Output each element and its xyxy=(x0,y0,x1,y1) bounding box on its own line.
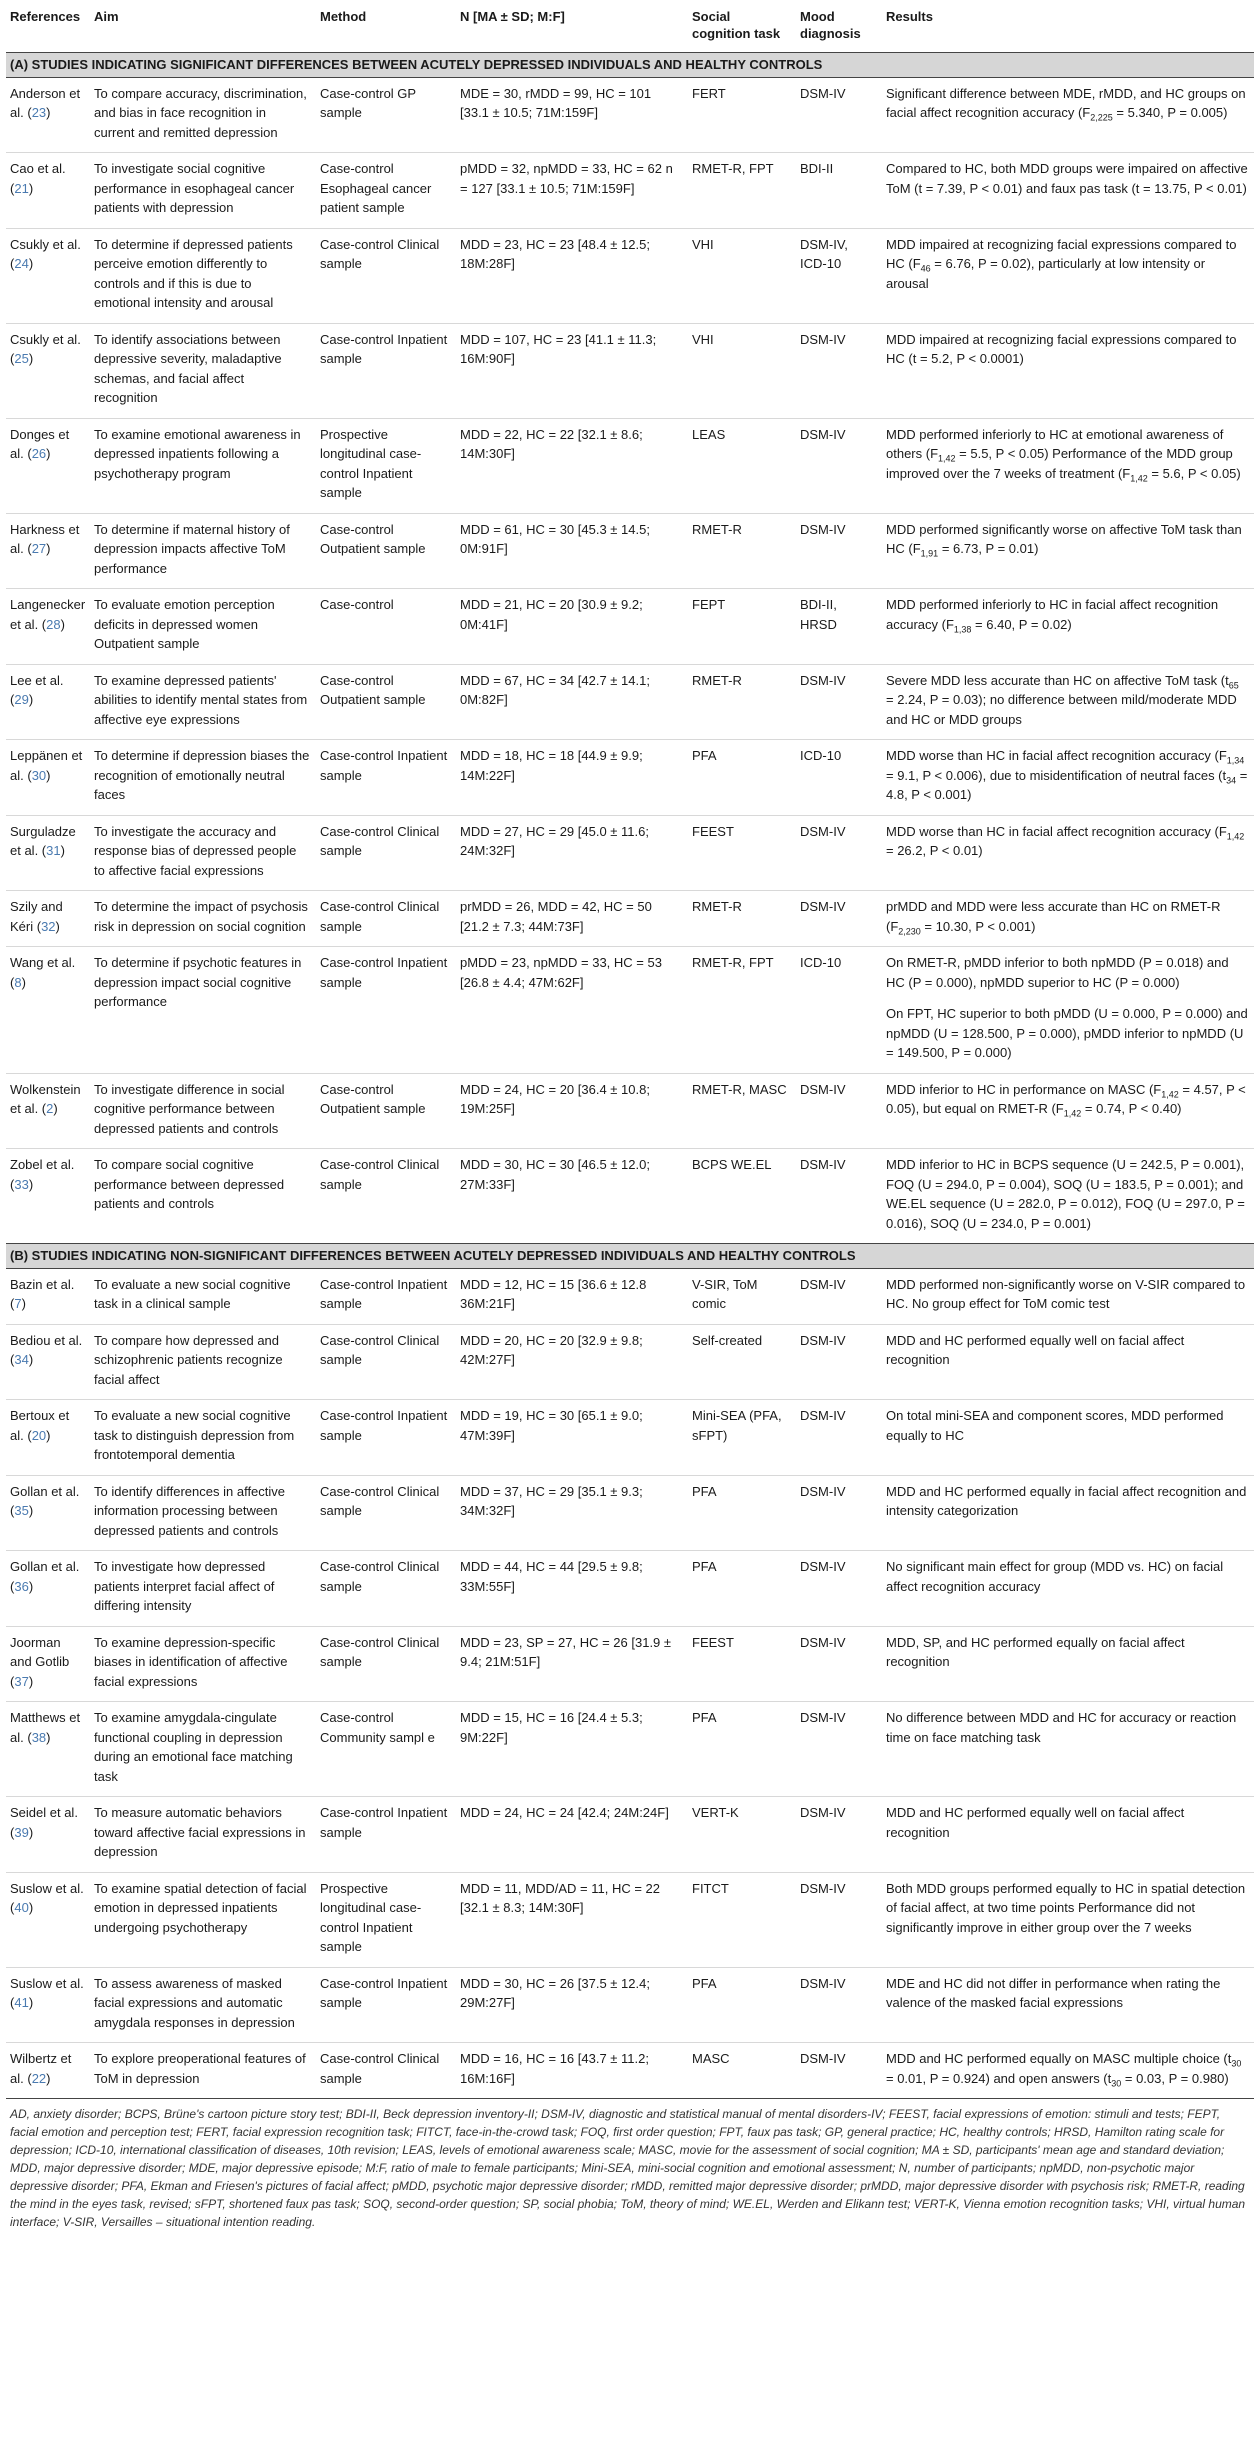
aim-cell: To examine spatial detection of facial emotion in depressed inpatients undergoing psychotherapy xyxy=(90,1872,316,1967)
reference-author: Harkness et al. xyxy=(10,521,80,556)
sample-size-cell: MDE = 30, rMDD = 99, HC = 101 [33.1 ± 10.5; 71M:159F] xyxy=(456,77,688,153)
reference-author: Wang et al. xyxy=(10,955,76,970)
reference-author: Bediou et al. xyxy=(10,1332,83,1348)
reference-cell: Bertoux et al. (20) xyxy=(6,1400,90,1476)
reference-author: Szily and Kéri xyxy=(10,899,63,934)
table-row xyxy=(6,228,1254,323)
col-header-references: References xyxy=(6,2,90,53)
reference-cell: Csukly et al. (24) xyxy=(6,228,90,323)
results-cell xyxy=(882,740,1254,816)
reference-link[interactable]: 26 xyxy=(31,446,47,461)
results-text: MDD performed inferiorly to HC at emotional awareness of others ($F_{1,42} = 5.5$, P < 0.05) Performance of the MDD group improved over the 7 weeks of treatment ($F_{1,42} = 5.6$, P < 0.05) xyxy=(886,426,1241,484)
results-text: MDD and HC performed equally in facial affect recognition and intensity categorization xyxy=(886,1483,1247,1518)
results-cell xyxy=(882,589,1254,665)
sample-size-cell: MDD = 30, HC = 26 [37.5 ± 12.4; 29M:27F] xyxy=(456,1967,688,2043)
results-cell xyxy=(882,2043,1254,2099)
reference-link[interactable]: 23 xyxy=(31,105,47,120)
sample-size-cell: MDD = 18, HC = 18 [44.9 ± 9.9; 14M:22F] xyxy=(456,740,688,816)
sample-size-cell: MDD = 27, HC = 29 [45.0 ± 11.6; 24M:32F] xyxy=(456,815,688,891)
sample-size-cell: MDD = 24, HC = 20 [36.4 ± 10.8; 19M:25F] xyxy=(456,1073,688,1149)
sample-size-cell: MDD = 15, HC = 16 [24.4 ± 5.3; 9M:22F] xyxy=(456,1702,688,1797)
reference-link[interactable]: 40 xyxy=(14,1900,29,1915)
task-cell: FEEST xyxy=(688,1626,796,1702)
section-a-header-title: (A) STUDIES INDICATING SIGNIFICANT DIFFERENCES BETWEEN ACUTELY DEPRESSED INDIVIDUALS AND HEALTHY CONTROLS xyxy=(6,53,1254,78)
table-row xyxy=(6,1268,1254,1324)
diagnosis-cell: DSM-IV xyxy=(796,1073,882,1149)
reference-cell: Donges et al. (26) xyxy=(6,418,90,513)
reference-author: Surguladze et al. xyxy=(10,823,76,858)
method-cell: Case-control Clinical sample xyxy=(316,1324,456,1400)
col-header-method: Method xyxy=(316,2,456,53)
results-text: MDD impaired at recognizing facial expressions compared to HC ($F_{46} = 6.76$, P = 0.02), particularly at low intensity or arousal xyxy=(886,236,1237,291)
task-cell: LEAS xyxy=(688,418,796,513)
reference-author: Leppänen et al. xyxy=(10,748,83,783)
diagnosis-cell: DSM-IV xyxy=(796,513,882,589)
method-cell: Case-control Outpatient sample xyxy=(316,513,456,589)
section-a-header xyxy=(6,53,1254,78)
reference-link[interactable]: 41 xyxy=(14,1995,29,2010)
col-header-aim: Aim xyxy=(90,2,316,53)
reference-cell: Surguladze et al. (31) xyxy=(6,815,90,891)
aim-cell: To evaluate a new social cognitive task in a clinical sample xyxy=(90,1268,316,1324)
reference-link[interactable]: 8 xyxy=(14,974,22,990)
method-cell: Case-control Clinical sample xyxy=(320,1157,440,1192)
results-cell xyxy=(882,1702,1254,1797)
aim-cell: To examine depressed patients' abilities to identify mental states from affective eye expressions xyxy=(90,664,316,740)
method-cell: Prospective longitudinal case-control Inpatient sample xyxy=(316,418,456,513)
method-cell: Case-control Clinical sample xyxy=(316,228,456,323)
table-row xyxy=(6,589,1254,665)
results-cell xyxy=(882,323,1254,418)
header-row xyxy=(6,2,1254,53)
reference-link[interactable]: 34 xyxy=(14,1352,29,1367)
table-row xyxy=(6,891,1254,947)
reference-link[interactable]: 38 xyxy=(31,1729,47,1745)
method-cell: Case-control Clinical sample xyxy=(316,815,456,891)
reference-author: Seidel et al. xyxy=(10,1805,78,1820)
reference-author: Cao et al. xyxy=(10,161,66,176)
reference-author: Bertoux et al. xyxy=(10,1408,70,1443)
method-cell: Case-control xyxy=(316,589,456,665)
task-cell: VHI xyxy=(688,228,796,323)
task-cell: Self-created xyxy=(688,1324,796,1400)
diagnosis-cell: BDI-II, HRSD xyxy=(796,589,882,665)
section-b-header xyxy=(6,1244,1254,1269)
diagnosis-cell: DSM-IV xyxy=(796,1702,882,1797)
reference-author: Wolkenstein et al. xyxy=(10,1081,81,1116)
reference-cell: Suslow et al. (40) xyxy=(6,1872,90,1967)
table-row xyxy=(6,1551,1254,1627)
results-text: Severe MDD less accurate than HC on affective ToM task ($t_{65} = 2.24$, P = 0.03); no difference between mild/moderate MDD and HC or MDD groups xyxy=(886,672,1239,727)
reference-cell: Lee et al. (29) xyxy=(6,664,90,740)
aim-cell: To determine if maternal history of depression impacts affective ToM performance xyxy=(90,513,316,589)
task-cell: VHI xyxy=(688,323,796,418)
method-cell: Case-control Inpatient sample xyxy=(316,740,456,816)
results-cell xyxy=(882,153,1254,229)
results-cell xyxy=(882,891,1254,947)
task-cell: PFA xyxy=(688,1551,796,1627)
reference-author: Suslow et al. xyxy=(10,1975,84,1991)
results-cell xyxy=(882,1475,1254,1551)
diagnosis-cell: DSM-IV xyxy=(796,815,882,891)
results-cell xyxy=(882,1268,1254,1324)
results-cell xyxy=(882,1149,1254,1244)
results-text: MDD performed non-significantly worse on V-SIR compared to HC. No group effect for ToM comic test xyxy=(886,1276,1246,1311)
results-cell xyxy=(882,418,1254,513)
reference-cell: Bediou et al. (34) xyxy=(6,1324,90,1400)
results-cell xyxy=(882,1551,1254,1627)
reference-link[interactable]: 2 xyxy=(46,1101,54,1116)
task-cell: FERT xyxy=(688,77,796,153)
results-cell xyxy=(882,947,1254,1074)
method-cell: Case-control Inpatient sample xyxy=(316,1268,456,1324)
table-row xyxy=(6,323,1254,418)
sample-size-cell: MDD = 21, HC = 20 [30.9 ± 9.2; 0M:41F] xyxy=(456,589,688,665)
reference-link[interactable]: 20 xyxy=(31,1427,47,1443)
section-b-header-title: (B) STUDIES INDICATING NON-SIGNIFICANT DIFFERENCES BETWEEN ACUTELY DEPRESSED INDIVIDUALS AND HEALTHY CONTROLS xyxy=(6,1244,1254,1269)
aim-cell: To measure automatic behaviors toward affective facial expressions in depression xyxy=(90,1797,316,1873)
diagnosis-cell: DSM-IV xyxy=(796,77,882,153)
task-cell: RMET-R, FPT xyxy=(688,947,796,1074)
sample-size-cell: MDD = 30, HC = 30 [46.5 ± 12.0; 27M:33F] xyxy=(460,1157,650,1192)
results-cell xyxy=(882,1626,1254,1702)
task-cell: FEEST xyxy=(688,815,796,891)
reference-cell: Cao et al. (21) xyxy=(6,153,90,229)
aim-cell: To compare how depressed and schizophrenic patients recognize facial affect xyxy=(90,1324,316,1400)
task-cell: PFA xyxy=(688,740,796,816)
table-row xyxy=(6,1475,1254,1551)
results-text: MDD and HC performed equally well on facial affect recognition xyxy=(886,1805,1185,1840)
sample-size-cell: MDD = 23, HC = 23 [48.4 ± 12.5; 18M:28F] xyxy=(456,228,688,323)
results-text: MDD worse than HC in facial affect recognition accuracy ($F_{1,34} = 9.1$, P < 0.006), due to misidentification of neutral faces ($t_{34} = 4.8$, P < 0.001) xyxy=(886,748,1248,802)
aim-cell: To determine the impact of psychosis risk in depression on social cognition xyxy=(90,891,316,947)
task-cell: RMET-R, MASC xyxy=(688,1073,796,1149)
results-text: MDD and HC performed equally on MASC multiple choice ($t_{30} = 0.01$, P = 0.924) and open answers ($t_{30} = 0.03$, P = 0.980) xyxy=(886,2051,1242,2089)
reference-author: Wilbertz et al. xyxy=(10,2051,72,2086)
diagnosis-cell: DSM-IV xyxy=(796,891,882,947)
results-text: prMDD and MDD were less accurate than HC on RMET-R ($F_{2,230} = 10.30$, P < 0.001) xyxy=(886,899,1221,937)
results-cell xyxy=(882,228,1254,323)
table-row xyxy=(6,1324,1254,1400)
reference-cell: Leppänen et al. (30) xyxy=(6,740,90,816)
task-cell: BCPS WE.EL xyxy=(692,1157,772,1172)
sample-size-cell: pMDD = 23, npMDD = 33, HC = 53 [26.8 ± 4.4; 47M:62F] xyxy=(456,947,688,1074)
table-row xyxy=(6,77,1254,153)
method-cell: Case-control Inpatient sample xyxy=(316,947,456,1074)
col-header-diagnosis: Mood diagnosis xyxy=(796,2,882,53)
reference-cell: Wilbertz et al. (22) xyxy=(10,2051,72,2086)
sample-size-cell: MDD = 24, HC = 24 [42.4; 24M:24F] xyxy=(456,1797,688,1873)
results-cell xyxy=(882,815,1254,891)
results-text: On RMET-R, pMDD inferior to both npMDD (P = 0.018) and HC (P = 0.000), npMDD superior to HC (P = 0.000) xyxy=(886,955,1229,990)
table-row xyxy=(6,1626,1254,1702)
studies-table xyxy=(6,2,1254,2098)
reference-link[interactable]: 36 xyxy=(14,1578,29,1594)
aim-cell: To compare social cognitive performance between depressed patients and controls xyxy=(94,1157,285,1211)
sample-size-cell: MDD = 44, HC = 44 [29.5 ± 9.8; 33M:55F] xyxy=(456,1551,688,1627)
method-cell: Case-control Inpatient sample xyxy=(316,1967,456,2043)
reference-author: Gollan et al. xyxy=(10,1559,80,1574)
table-row xyxy=(6,1872,1254,1967)
aim-cell: To investigate difference in social cognitive performance between depressed patients and controls xyxy=(90,1073,316,1149)
reference-author: Donges et al. xyxy=(10,426,70,461)
reference-link[interactable]: 25 xyxy=(14,351,29,366)
results-text: On total mini-SEA and component scores, MDD performed equally to HC xyxy=(886,1408,1224,1443)
diagnosis-cell: DSM-IV xyxy=(796,1797,882,1873)
method-cell: Case-control Inpatient sample xyxy=(316,1400,456,1476)
task-cell: VERT-K xyxy=(688,1797,796,1873)
task-cell: MASC xyxy=(692,2051,730,2066)
diagnosis-cell: DSM-IV xyxy=(796,1268,882,1324)
reference-link[interactable]: 33 xyxy=(14,1176,29,1192)
table-row xyxy=(6,1073,1254,1149)
reference-link[interactable]: 37 xyxy=(14,1673,29,1689)
aim-cell: To examine emotional awareness in depressed inpatients following a psychotherapy program xyxy=(90,418,316,513)
aim-cell: To investigate the accuracy and response bias of depressed people to affective facial expressions xyxy=(90,815,316,891)
reference-link[interactable]: 24 xyxy=(14,256,29,271)
sample-size-cell: MDD = 37, HC = 29 [35.1 ± 9.3; 34M:32F] xyxy=(456,1475,688,1551)
reference-author: Joorman and Gotlib xyxy=(10,1634,70,1669)
method-cell: Case-control Clinical sample xyxy=(316,1551,456,1627)
diagnosis-cell: DSM-IV xyxy=(800,1157,846,1172)
reference-link[interactable]: 28 xyxy=(46,616,61,632)
sample-size-cell: MDD = 11, MDD/AD = 11, HC = 22 [32.1 ± 8.3; 14M:30F] xyxy=(456,1872,688,1967)
method-cell: Case-control Outpatient sample xyxy=(316,664,456,740)
results-cell xyxy=(882,1324,1254,1400)
table-row xyxy=(6,947,1254,1074)
table-row xyxy=(6,815,1254,891)
diagnosis-cell: DSM-IV xyxy=(796,1400,882,1476)
task-cell: PFA xyxy=(688,1475,796,1551)
results-text: MDD inferior to HC in BCPS sequence (U = 242.5, P = 0.001), FOQ (U = 294.0, P = 0.004), SOQ (U = 183.5, P = 0.001); and WE.EL sequence (U = 282.0, P = 0.012), FOQ (U = 297.0, P = 0.016), SOQ (U = 234.0, P = 0.001) xyxy=(886,1157,1245,1231)
aim-cell: To compare accuracy, discrimination, and bias in face recognition in current and remitted depression xyxy=(90,77,316,153)
diagnosis-cell: DSM-IV xyxy=(796,323,882,418)
results-text-2: On FPT, HC superior to both pMDD (U = 0.000, P = 0.000) and npMDD (U = 128.500, P = 0.000), pMDD inferior to npMDD (U = 149.500, P = 0.000) xyxy=(886,1006,1248,1060)
table-row xyxy=(6,664,1254,740)
reference-author: Bazin et al. xyxy=(10,1276,75,1292)
results-cell xyxy=(882,1073,1254,1149)
results-text: MDD, SP, and HC performed equally on facial affect recognition xyxy=(886,1634,1185,1669)
results-text: MDD performed inferiorly to HC in facial affect recognition accuracy ($F_{1,38} = 6.40$, P = 0.02) xyxy=(886,597,1219,635)
results-text: Both MDD groups performed equally to HC in spatial detection of facial affect, at two time points Performance did not significantly improve in either group over the 7 weeks xyxy=(886,1880,1246,1935)
sample-size-cell: MDD = 67, HC = 34 [42.7 ± 14.1; 0M:82F] xyxy=(456,664,688,740)
reference-cell: Gollan et al. (35) xyxy=(6,1475,90,1551)
aim-cell: To determine if psychotic features in depression impact social cognitive performance xyxy=(90,947,316,1074)
col-header-n: N [MA ± SD; M:F] xyxy=(456,2,688,53)
method-cell: Case-control Clinical sample xyxy=(316,1475,456,1551)
reference-author: Suslow et al. xyxy=(10,1880,84,1896)
task-cell: Mini-SEA (PFA, sFPT) xyxy=(688,1400,796,1476)
reference-author: Langenecker et al. xyxy=(10,597,86,632)
table-footnote: AD, anxiety disorder; BCPS, Brüne's cartoon picture story test; BDI-II, Beck depression inventory-II; DSM-IV, diagnostic and statistical manual of mental disorders-IV; FEEST, facial expressions of emotion: stimuli and tests; FEPT, facial emotion and perception test; FERT, facial expression recognition task; FITCT, face-in-the-crowd task; FOQ, first order question; FPT, faux pas task; GP, general practice; HC, healthy controls; HRSD, Hamilton rating scale for depression; ICD-10, international classification of diseases, 10th revision; LEAS, levels of emotional awareness scale; MASC, movie for the assessment of social cognition; MA ± SD, participants' mean age and standard deviation; MDD, major depressive disorder; MDE, major depressive episode; M:F, ratio of male to female participants; Mini-SEA, mini-social cognition and emotional assessment; N, number of participants; npMDD, non-psychotic major depressive disorder; PFA, Ekman and Friesen's pictures of facial affect; pMDD, psychotic major depressive disorder; rMDD, remitted major depressive disorder; prMDD, major depressive disorder with psychosis risk; RMET-R, reading the mind in the eyes task, revised; sFPT, shortened faux pas task; SOQ, second-order question; SP, social phobia; ToM, theory of mind; WE.EL, Werden and Elikann test; VERT-K, Vienna emotion recognition tasks; VHI, virtual human interface; V-SIR, Versailles – situational intention reading. xyxy=(6,2098,1254,2231)
reference-cell: Gollan et al. (36) xyxy=(6,1551,90,1627)
task-cell: PFA xyxy=(688,1702,796,1797)
method-cell: Case-control Community sampl e xyxy=(316,1702,456,1797)
task-cell: PFA xyxy=(688,1967,796,2043)
reference-link[interactable]: 29 xyxy=(14,692,29,707)
method-cell: Case-control Clinical sample xyxy=(316,1626,456,1702)
reference-cell: Csukly et al. (25) xyxy=(6,323,90,418)
diagnosis-cell: DSM-IV xyxy=(796,418,882,513)
results-text: MDD performed significantly worse on affective ToM task than HC ($F_{1,91} = 6.73$, P = 0.01) xyxy=(886,521,1242,559)
method-cell: Case-control GP sample xyxy=(316,77,456,153)
reference-author: Anderson et al. xyxy=(10,85,81,120)
table-row xyxy=(6,740,1254,816)
diagnosis-cell: DSM-IV xyxy=(796,1872,882,1967)
diagnosis-cell: BDI-II xyxy=(796,153,882,229)
col-header-task: Social cognition task xyxy=(688,2,796,53)
reference-cell: Seidel et al. (39) xyxy=(6,1797,90,1873)
table-row xyxy=(6,1702,1254,1797)
aim-cell: To identify associations between depressive severity, maladaptive schemas, and facial affect recognition xyxy=(90,323,316,418)
aim-cell: To examine amygdala-cingulate functional coupling in depression during an emotional face matching task xyxy=(90,1702,316,1797)
results-text: No difference between MDD and HC for accuracy or reaction time on face matching task xyxy=(886,1710,1237,1745)
results-text: No significant main effect for group (MDD vs. HC) on facial affect recognition accuracy xyxy=(886,1559,1224,1594)
reference-link[interactable]: 32 xyxy=(41,918,56,934)
aim-cell: To investigate social cognitive performance in esophageal cancer patients with depression xyxy=(90,153,316,229)
method-cell: Case-control Esophageal cancer patient sample xyxy=(316,153,456,229)
method-cell: Case-control Outpatient sample xyxy=(316,1073,456,1149)
aim-cell: To determine if depressed patients perceive emotion differently to controls and if this is due to emotional intensity and arousal xyxy=(90,228,316,323)
reference-author: Csukly et al. xyxy=(10,331,81,347)
sample-size-cell: prMDD = 26, MDD = 42, HC = 50 [21.2 ± 7.3; 44M:73F] xyxy=(456,891,688,947)
reference-cell: Bazin et al. (7) xyxy=(6,1268,90,1324)
sample-size-cell: MDD = 61, HC = 30 [45.3 ± 14.5; 0M:91F] xyxy=(456,513,688,589)
diagnosis-cell: DSM-IV xyxy=(796,1551,882,1627)
results-cell xyxy=(882,77,1254,153)
results-cell xyxy=(882,1797,1254,1873)
table-row xyxy=(6,1797,1254,1873)
reference-cell: Langenecker et al. (28) xyxy=(6,589,90,665)
results-text: Significant difference between MDE, rMDD, and HC groups on facial affect recognition accuracy ($F_{2,225} = 5.340$, P = 0.005) xyxy=(886,85,1246,123)
sample-size-cell: MDD = 19, HC = 30 [65.1 ± 9.0; 47M:39F] xyxy=(456,1400,688,1476)
method-cell: Prospective longitudinal case-control Inpatient sample xyxy=(316,1872,456,1967)
task-cell: V-SIR, ToM comic xyxy=(688,1268,796,1324)
task-cell: RMET-R xyxy=(688,891,796,947)
table-row xyxy=(6,1149,1254,1244)
sample-size-cell: MDD = 16, HC = 16 [43.7 ± 11.2; 16M:16F] xyxy=(460,2051,649,2086)
table-row xyxy=(6,1400,1254,1476)
reference-author: Gollan et al. xyxy=(10,1483,80,1499)
aim-cell: To determine if depression biases the recognition of emotionally neutral faces xyxy=(90,740,316,816)
aim-cell: To explore preoperational features of ToM in depression xyxy=(94,2051,306,2086)
task-cell: RMET-R, FPT xyxy=(688,153,796,229)
reference-author: Lee et al. xyxy=(10,672,64,688)
diagnosis-cell: DSM-IV xyxy=(796,1626,882,1702)
table-row xyxy=(6,153,1254,229)
aim-cell: To evaluate emotion perception deficits in depressed women Outpatient sample xyxy=(90,589,316,665)
diagnosis-cell: DSM-IV xyxy=(800,2051,846,2066)
reference-cell: Wolkenstein et al. (2) xyxy=(6,1073,90,1149)
reference-link[interactable]: 35 xyxy=(14,1503,29,1518)
aim-cell: To examine depression-specific biases in identification of affective facial expressions xyxy=(90,1626,316,1702)
diagnosis-cell: DSM-IV xyxy=(796,664,882,740)
reference-cell: Harkness et al. (27) xyxy=(6,513,90,589)
reference-link[interactable]: 7 xyxy=(14,1296,22,1311)
sample-size-cell: MDD = 22, HC = 22 [32.1 ± 8.6; 14M:30F] xyxy=(456,418,688,513)
reference-cell: Suslow et al. (41) xyxy=(6,1967,90,2043)
diagnosis-cell: DSM-IV, ICD-10 xyxy=(796,228,882,323)
sample-size-cell: MDD = 107, HC = 23 [41.1 ± 11.3; 16M:90F] xyxy=(456,323,688,418)
aim-cell: To investigate how depressed patients interpret facial affect of differing intensity xyxy=(90,1551,316,1627)
table-row xyxy=(6,2043,1254,2099)
sample-size-cell: MDD = 12, HC = 15 [36.6 ± 12.8 36M:21F] xyxy=(456,1268,688,1324)
reference-cell: Matthews et al. (38) xyxy=(6,1702,90,1797)
results-text: MDE and HC did not differ in performance when rating the valence of the masked facial expressions xyxy=(886,1975,1221,2010)
sample-size-cell: MDD = 23, SP = 27, HC = 26 [31.9 ± 9.4; 21M:51F] xyxy=(456,1626,688,1702)
reference-link[interactable]: 22 xyxy=(31,2070,47,2086)
sample-size-cell: pMDD = 32, npMDD = 33, HC = 62 n = 127 [33.1 ± 10.5; 71M:159F] xyxy=(456,153,688,229)
reference-author: Csukly et al. xyxy=(10,236,81,252)
diagnosis-cell: DSM-IV xyxy=(796,1967,882,2043)
table-row xyxy=(6,1967,1254,2043)
reference-cell: Anderson et al. (23) xyxy=(6,77,90,153)
aim-cell: To evaluate a new social cognitive task to distinguish depression from frontotemporal dementia xyxy=(90,1400,316,1476)
results-text: MDD inferior to HC in performance on MASC ($F_{1,42} = 4.57$, P < 0.05), but equal on RMET-R ($F_{1,42} = 0.74$, P < 0.40) xyxy=(886,1081,1246,1119)
task-cell: FEPT xyxy=(688,589,796,665)
reference-cell: Zobel et al. (33) xyxy=(10,1157,75,1192)
reference-link[interactable]: 30 xyxy=(31,767,47,783)
col-header-results: Results xyxy=(882,2,1254,53)
table-row xyxy=(6,418,1254,513)
method-cell: Case-control Clinical sample xyxy=(320,2051,440,2086)
results-cell xyxy=(882,1967,1254,2043)
reference-author: Matthews et al. xyxy=(10,1710,81,1745)
results-cell xyxy=(882,513,1254,589)
results-cell xyxy=(882,1872,1254,1967)
reference-link[interactable]: 39 xyxy=(14,1824,29,1840)
results-text: Compared to HC, both MDD groups were impaired on affective ToM (t = 7.39, P < 0.01) and faux pas task (t = 13.75, P < 0.01) xyxy=(886,161,1248,196)
diagnosis-cell: ICD-10 xyxy=(796,740,882,816)
results-text: MDD impaired at recognizing facial expressions compared to HC (t = 5.2, P < 0.0001) xyxy=(886,331,1237,366)
method-cell: Case-control Inpatient sample xyxy=(316,1797,456,1873)
method-cell: Case-control Inpatient sample xyxy=(316,323,456,418)
reference-author: Zobel et al. xyxy=(10,1157,75,1172)
task-cell: RMET-R xyxy=(688,513,796,589)
results-cell xyxy=(882,664,1254,740)
task-cell: RMET-R xyxy=(688,664,796,740)
method-cell: Case-control Clinical sample xyxy=(316,891,456,947)
results-text: MDD and HC performed equally well on facial affect recognition xyxy=(886,1332,1185,1367)
sample-size-cell: MDD = 20, HC = 20 [32.9 ± 9.8; 42M:27F] xyxy=(456,1324,688,1400)
diagnosis-cell: ICD-10 xyxy=(796,947,882,1074)
diagnosis-cell: DSM-IV xyxy=(796,1475,882,1551)
reference-cell: Wang et al. (8) xyxy=(6,947,90,1074)
reference-link[interactable]: 21 xyxy=(14,180,29,196)
aim-cell: To identify differences in affective information processing between depressed patients and controls xyxy=(90,1475,316,1551)
reference-link[interactable]: 27 xyxy=(31,541,47,556)
aim-cell: To assess awareness of masked facial expressions and automatic amygdala responses in depression xyxy=(90,1967,316,2043)
results-cell xyxy=(882,1400,1254,1476)
reference-cell: Joorman and Gotlib (37) xyxy=(6,1626,90,1702)
diagnosis-cell: DSM-IV xyxy=(796,1324,882,1400)
results-text: MDD worse than HC in facial affect recognition accuracy ($F_{1,42} = 26.2$, P < 0.01) xyxy=(886,823,1245,858)
task-cell: FITCT xyxy=(688,1872,796,1967)
reference-link[interactable]: 31 xyxy=(46,843,61,858)
table-row xyxy=(6,513,1254,589)
reference-cell: Szily and Kéri (32) xyxy=(6,891,90,947)
